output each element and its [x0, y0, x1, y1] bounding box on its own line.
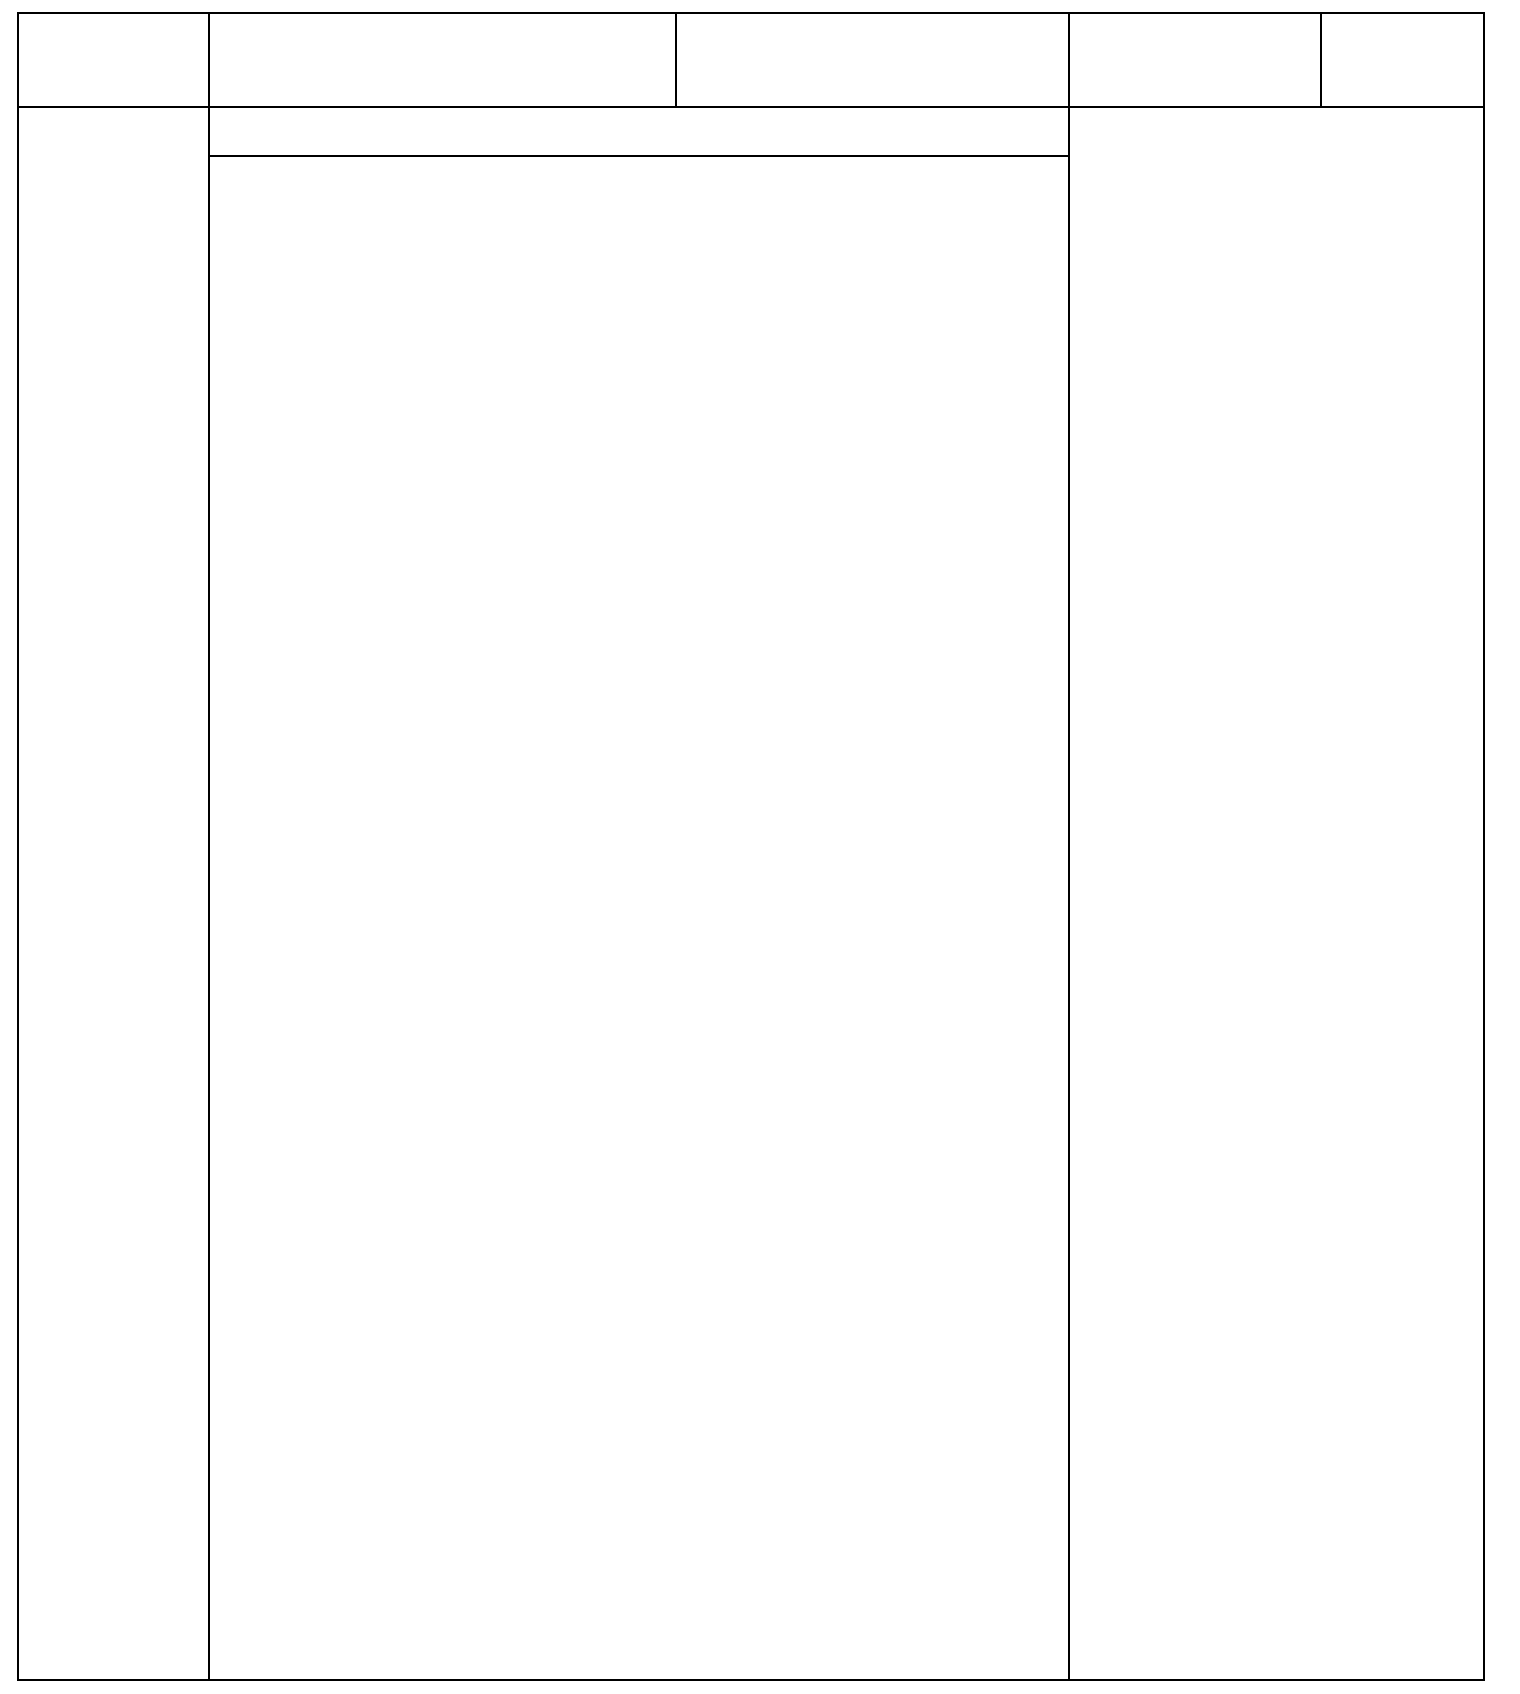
- column-divider-pid: [208, 14, 210, 1679]
- column-divider-header-display: [675, 14, 677, 108]
- section-title-divider: [208, 155, 1070, 157]
- header-divider: [19, 106, 1483, 108]
- column-divider-normal: [1320, 14, 1322, 108]
- parameter-table: [17, 12, 1485, 1681]
- column-divider-inspection: [1068, 14, 1070, 1679]
